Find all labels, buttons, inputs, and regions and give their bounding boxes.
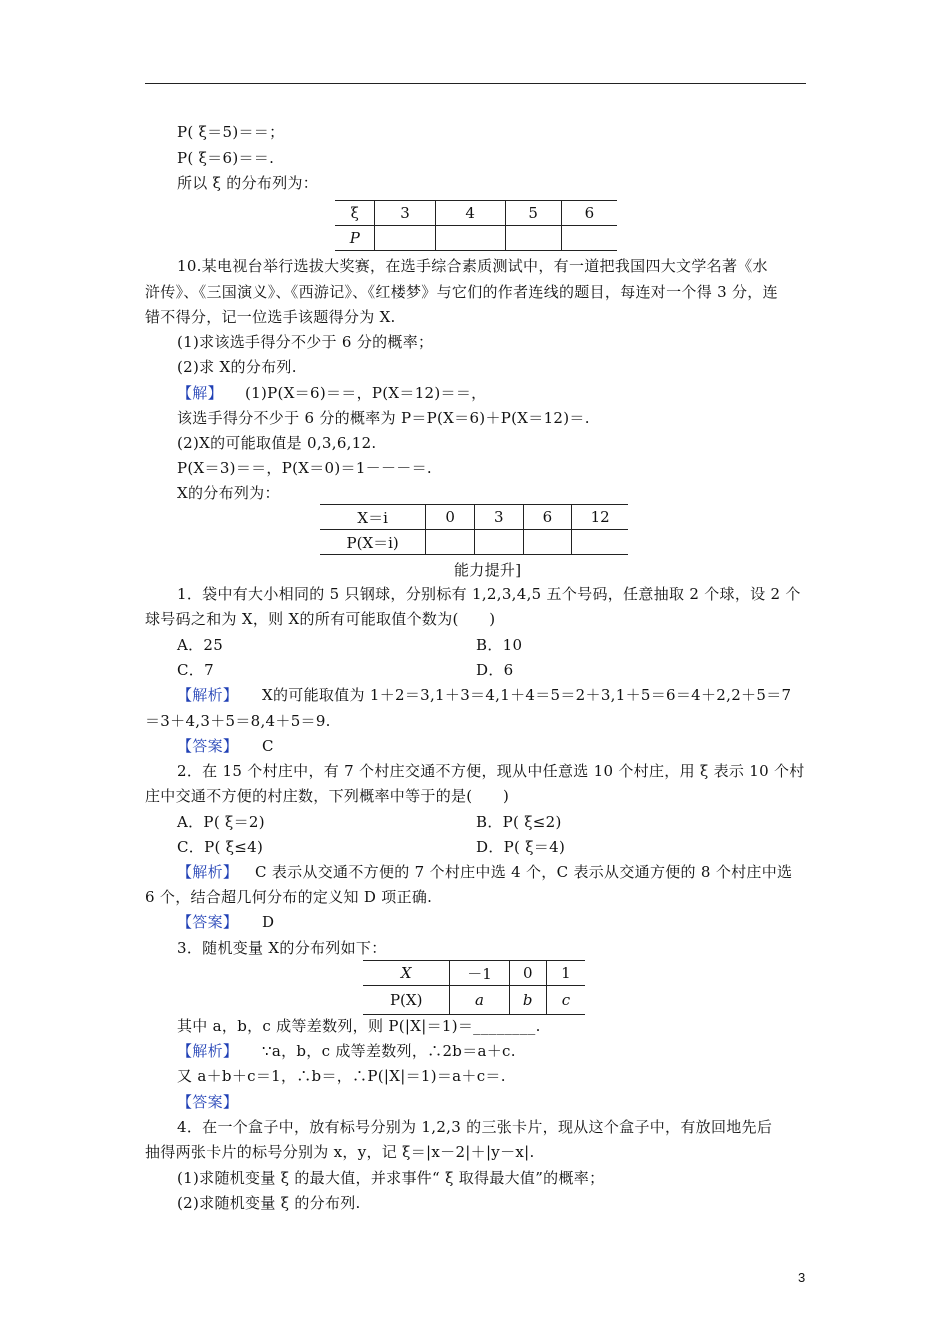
prob-xi-5: P( ξ＝5)＝＝；: [177, 123, 285, 141]
analysis-tag: 【解析】: [177, 1042, 239, 1060]
analysis-tag: 【解析】: [177, 863, 239, 881]
table-cell: 6: [523, 505, 572, 530]
table-cell: 1: [546, 961, 585, 986]
table-row: [320, 505, 628, 530]
table-cell: P: [335, 226, 375, 251]
p1-option-b: B．10: [476, 636, 523, 654]
p4-line2: 抽得两张卡片的标号分别为 x，y，记 ξ＝|x－2|＋|y－x|.: [145, 1143, 535, 1161]
p3-analysis2: 又 a＋b＋c＝1，∴b＝，∴P(|X|＝1)＝a＋c＝.: [177, 1067, 506, 1085]
p2-line1: 2．在 15 个村庄中，有 7 个村庄交通不方便，现从中任意选 10 个村庄，用 ξ 表示 10 个村: [177, 762, 805, 780]
answer-tag: 【答案】: [177, 913, 239, 931]
q10-sub2: (2)求 X的分布列.: [177, 358, 297, 376]
p3-analysis1: ∵a，b，c 成等差数列，∴2b＝a＋c.: [262, 1042, 516, 1060]
table-cell: a: [450, 986, 509, 1015]
q10-sol4: P(X＝3)＝＝，P(X＝0)＝1－－－＝.: [177, 459, 432, 477]
table-cell: [523, 530, 572, 555]
table-cell: [572, 530, 628, 555]
table-row: [335, 201, 617, 226]
p4-line1: 4．在一个盒子中，放有标号分别为 1,2,3 的三张卡片，现从这个盒子中，有放回地先后: [177, 1118, 773, 1136]
q10-sol2: 该选手得分不少于 6 分的概率为 P＝P(X＝6)＋P(X＝12)＝.: [177, 409, 590, 427]
answer-tag: 【答案】: [177, 1093, 239, 1111]
table-row: [363, 986, 585, 1015]
table-cell: 12: [572, 505, 628, 530]
table-cell: [505, 226, 561, 251]
p1-answer: C: [262, 737, 274, 755]
p2-answer: D: [262, 913, 275, 931]
p2-line2: 庄中交通不方便的村庄数，下列概率中等于的是( ): [145, 787, 510, 805]
p1-analysis1: X的可能取值为 1＋2＝3,1＋3＝4,1＋4＝5＝2＋3,1＋5＝6＝4＋2,2＋5＝7: [262, 686, 792, 704]
header-rule: [145, 83, 806, 84]
table-cell: X: [363, 961, 450, 986]
p2-option-a: A．P( ξ＝2): [177, 813, 265, 831]
table-cell: 3: [474, 505, 523, 530]
table-cell: [435, 226, 505, 251]
q10-sol5: X的分布列为：: [177, 484, 280, 502]
prob-xi-6: P( ξ＝6)＝＝.: [177, 149, 275, 167]
p3-distribution-table: [363, 960, 585, 1015]
table-cell: P(X＝i): [320, 530, 426, 555]
q10-line1: 10.某电视台举行选拔大奖赛，在选手综合素质测试中，有一道把我国四大文学名著《水: [177, 257, 768, 275]
table-cell: 6: [561, 201, 617, 226]
p2-option-c: C．P( ξ≤4): [177, 838, 264, 856]
page-number: 3: [798, 1270, 806, 1285]
section-title: 能力提升]: [454, 561, 522, 579]
table-cell: －1: [450, 961, 509, 986]
table-cell: X＝i: [320, 505, 426, 530]
p3-line1: 3．随机变量 X的分布列如下：: [177, 939, 387, 957]
q10-sol1: (1)P(X＝6)＝＝，P(X＝12)＝＝，: [245, 384, 487, 402]
table-cell: 4: [435, 201, 505, 226]
table-cell: c: [546, 986, 585, 1015]
table-cell: 0: [509, 961, 546, 986]
p1-option-a: A．25: [177, 636, 224, 654]
p4-sub1: (1)求随机变量 ξ 的最大值，并求事件“ ξ 取得最大值”的概率；: [177, 1169, 605, 1187]
q10-line2: 浒传》、《三国演义》、《西游记》、《红楼梦》与它们的作者连线的题目，每连对一个得 3 分，连: [145, 283, 778, 301]
q10-line3: 错不得分，记一位选手该题得分为 X.: [145, 308, 396, 326]
table-row: [335, 226, 617, 251]
x-distribution-table: [320, 504, 628, 555]
table-row: [363, 961, 585, 986]
table-cell: [426, 530, 475, 555]
table-cell: ξ: [335, 201, 375, 226]
analysis-tag: 【解析】: [177, 686, 239, 704]
table-cell: 3: [375, 201, 435, 226]
p4-sub2: (2)求随机变量 ξ 的分布列.: [177, 1194, 361, 1212]
table-cell: 0: [426, 505, 475, 530]
p3-line2: 其中 a，b，c 成等差数列，则 P(|X|＝1)＝________.: [177, 1017, 541, 1035]
table-cell: [375, 226, 435, 251]
table-cell: 5: [505, 201, 561, 226]
table-cell: [474, 530, 523, 555]
solution-tag: 【解】: [177, 384, 223, 402]
table-cell: [561, 226, 617, 251]
q10-sub1: (1)求该选手得分不少于 6 分的概率；: [177, 333, 434, 351]
p2-option-b: B．P( ξ≤2): [476, 813, 562, 831]
xi-distribution-table: [335, 200, 617, 251]
p1-line2: 球号码之和为 X，则 X的所有可能取值个数为( ): [145, 610, 496, 628]
table-cell: b: [509, 986, 546, 1015]
answer-tag: 【答案】: [177, 737, 239, 755]
p1-option-c: C．7: [177, 661, 214, 679]
q10-sol3: (2)X的可能取值是 0,3,6,12.: [177, 434, 377, 452]
table-cell: P(X): [363, 986, 450, 1015]
p1-option-d: D．6: [476, 661, 514, 679]
table-row: [320, 530, 628, 555]
distribution-intro: 所以 ξ 的分布列为：: [177, 174, 319, 192]
p1-line1: 1．袋中有大小相同的 5 只钢球，分别标有 1,2,3,4,5 五个号码，任意抽取 2 个球，设 2 个: [177, 585, 801, 603]
p2-option-d: D．P( ξ＝4): [476, 838, 566, 856]
p2-analysis1: C 表示从交通不方便的 7 个村庄中选 4 个，C 表示从交通方便的 8 个村庄中选: [255, 863, 793, 881]
p1-analysis2: ＝3＋4,3＋5＝8,4＋5＝9.: [145, 712, 331, 730]
p2-analysis2: 6 个，结合超几何分布的定义知 D 项正确.: [145, 888, 433, 906]
